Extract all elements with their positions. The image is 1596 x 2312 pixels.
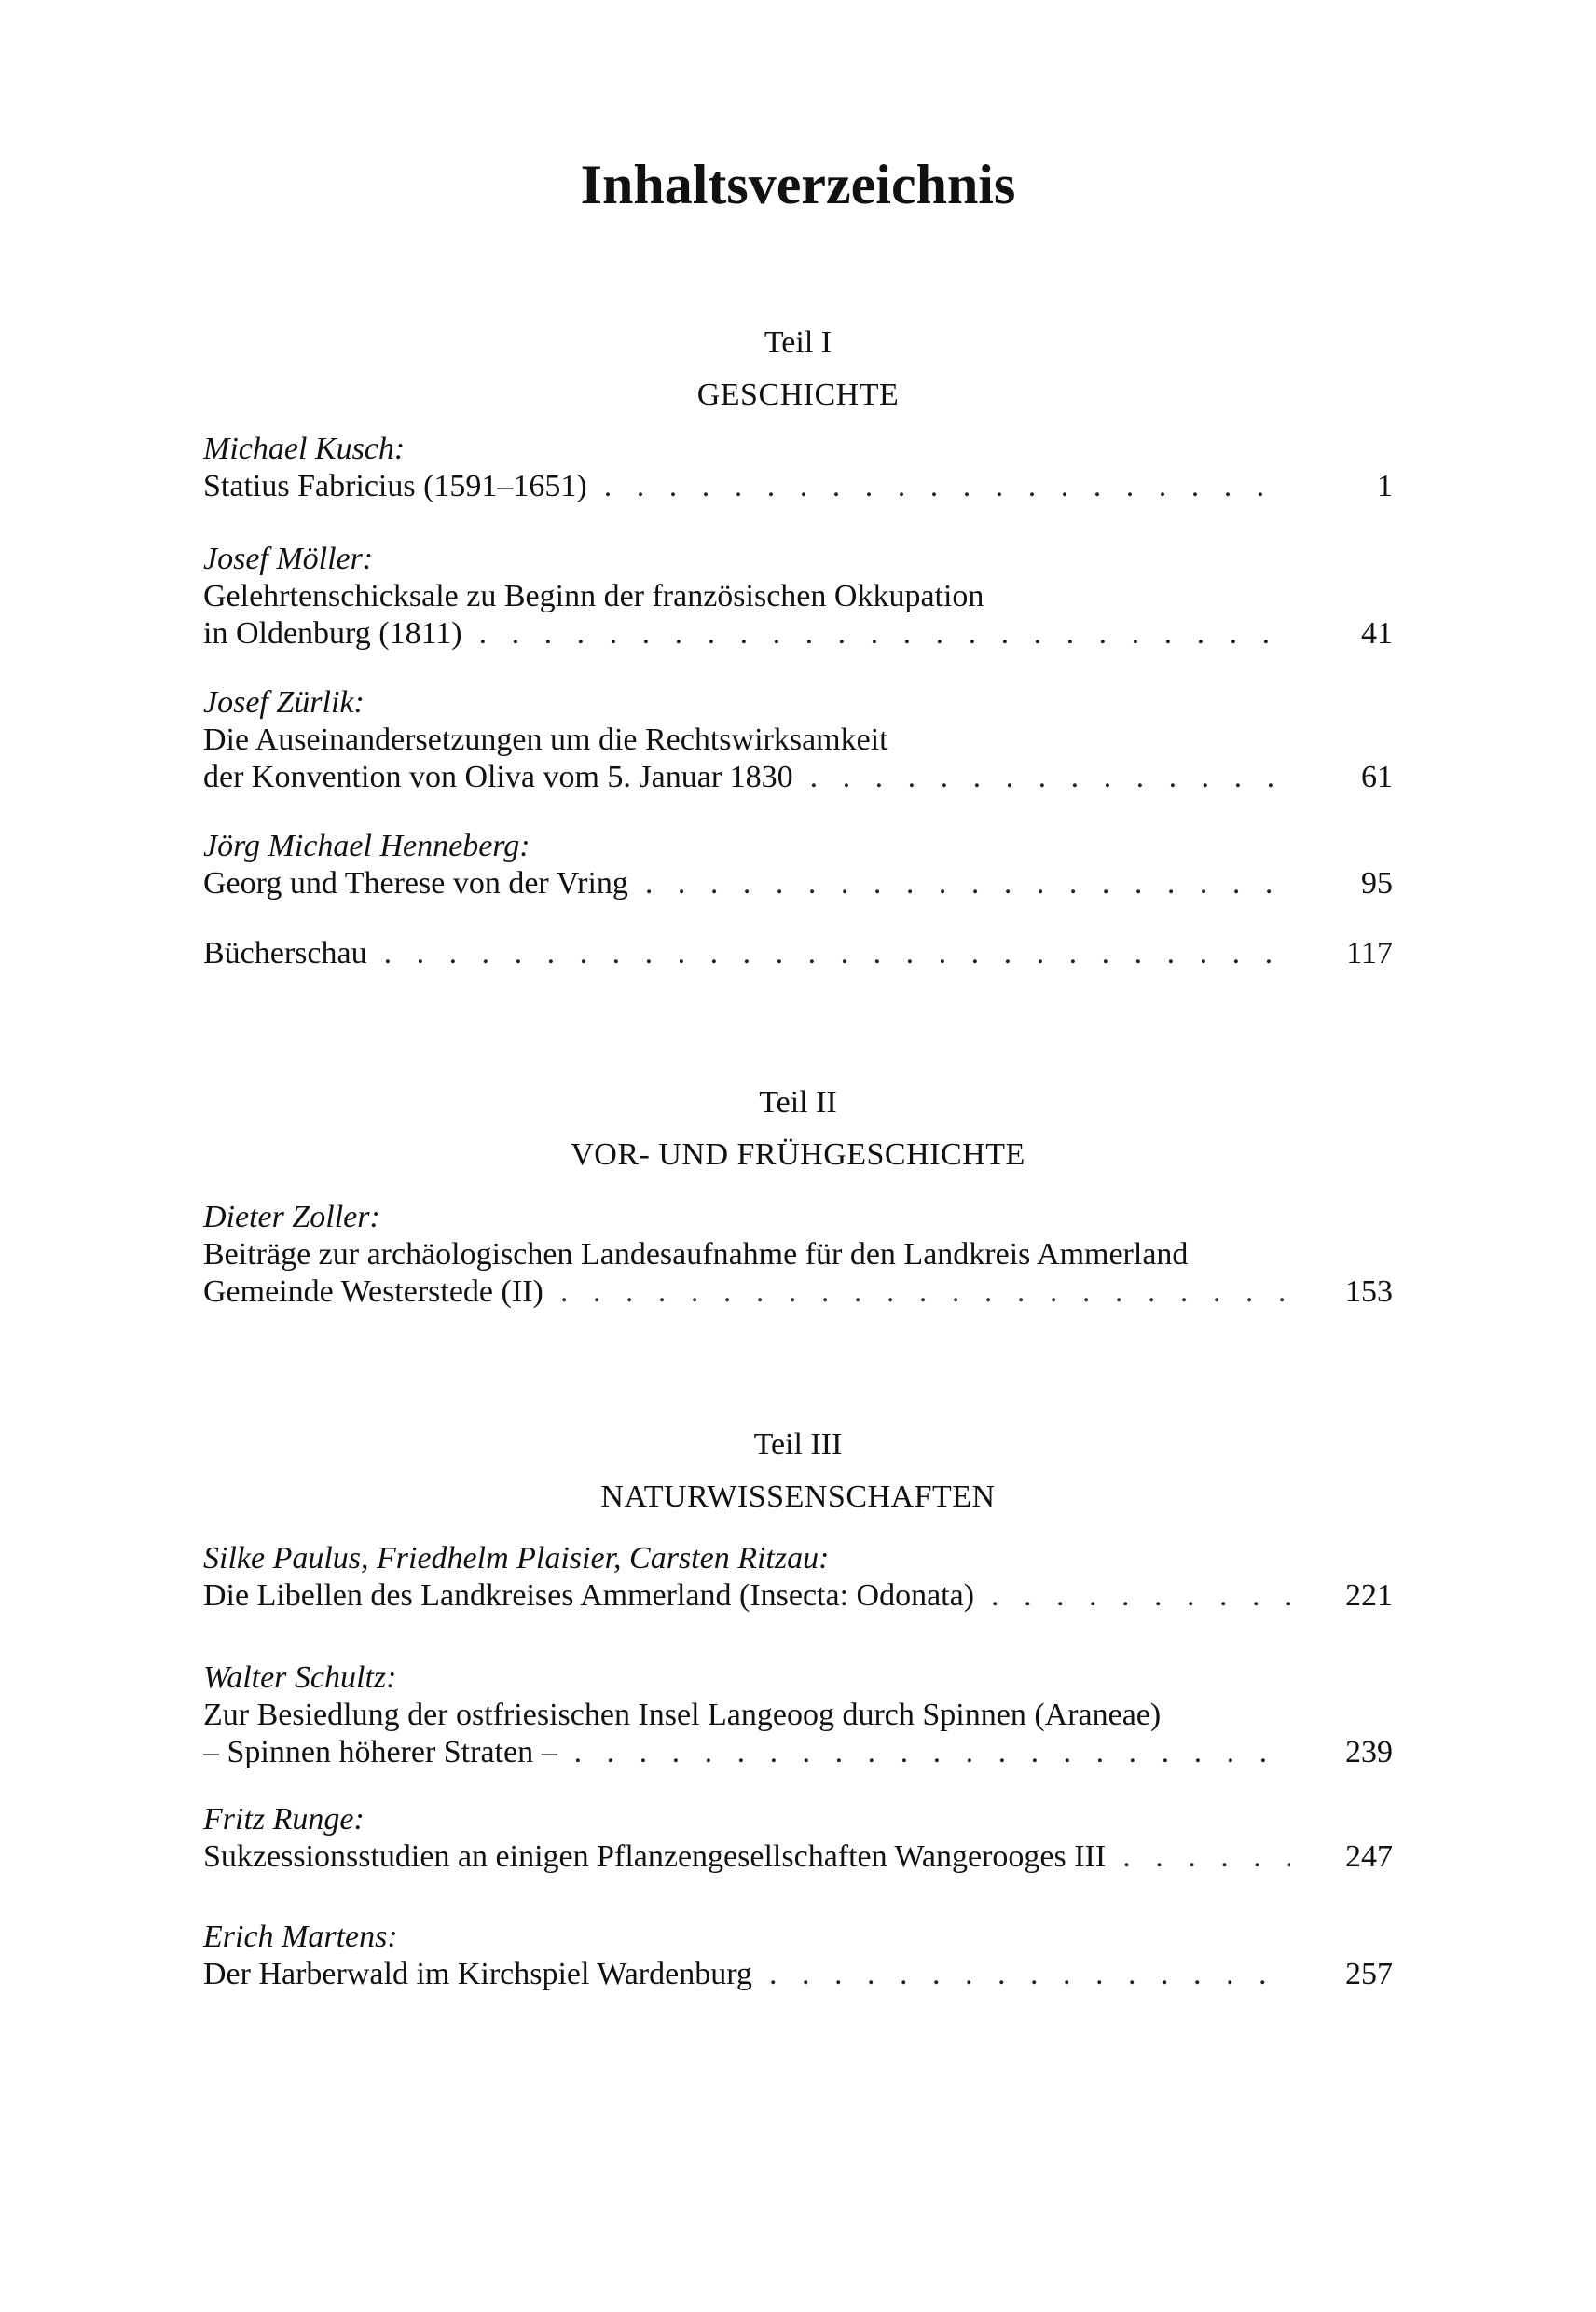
entry-page-number: 247 <box>1345 1839 1393 1874</box>
leader-dots <box>604 468 1290 505</box>
toc-entry <box>203 541 1393 653</box>
entry-page-number: 239 <box>1345 1735 1393 1769</box>
entry-title: Der Harberwald im Kirchspiel Wardenburg <box>203 1957 752 1991</box>
entry-title-line: Zur Besiedlung der ostfriesischen Insel Langeoog durch Spinnen (Araneae) <box>203 1698 1162 1732</box>
toc-entry <box>203 1801 1393 1876</box>
entry-page-number: 221 <box>1345 1578 1393 1613</box>
entry-page-number: 41 <box>1361 616 1393 651</box>
entry-title: Bücherschau <box>203 936 367 970</box>
leader-dots <box>479 615 1290 653</box>
leader-dots <box>560 1273 1290 1311</box>
entry-author: Jörg Michael Henneberg: <box>203 829 530 863</box>
toc-entry <box>203 431 1393 505</box>
page-title: Inhaltsverzeichnis <box>580 154 1016 215</box>
part-heading: GESCHICHTE <box>696 378 900 412</box>
entry-author: Walter Schultz: <box>203 1660 397 1695</box>
part-label: Teil III <box>753 1427 843 1462</box>
entry-author: Josef Möller: <box>203 542 374 576</box>
part-3-header <box>0 1426 1596 1516</box>
entry-title-line: Beiträge zur archäologischen Landesaufnahme für den Landkreis Ammerland <box>203 1237 1189 1272</box>
leader-dots <box>384 935 1290 972</box>
leader-dots <box>645 865 1290 902</box>
part-heading: VOR- UND FRÜHGESCHICHTE <box>571 1137 1025 1172</box>
toc-entry <box>203 684 1393 796</box>
leader-dots <box>574 1734 1290 1771</box>
entry-page-number: 257 <box>1345 1957 1393 1991</box>
entry-author: Josef Zürlik: <box>203 685 365 720</box>
part-label: Teil II <box>759 1085 837 1120</box>
entry-title-line: Die Auseinandersetzungen um die Rechtswirksamkeit <box>203 722 888 757</box>
entry-title: Statius Fabricius (1591–1651) <box>203 469 587 503</box>
leader-dots <box>810 759 1290 796</box>
toc-entry <box>203 935 1393 972</box>
entry-page-number: 95 <box>1361 866 1393 901</box>
entry-author: Erich Martens: <box>203 1920 398 1954</box>
part-label: Teil I <box>764 325 832 360</box>
leader-dots <box>769 1956 1290 1993</box>
entry-page-number: 61 <box>1361 760 1393 794</box>
entry-author: Michael Kusch: <box>203 432 406 466</box>
part-heading: NATURWISSENSCHAFTEN <box>600 1479 996 1514</box>
entry-title: Georg und Therese von der Vring <box>203 866 628 901</box>
toc-entry <box>203 1659 1393 1771</box>
entry-title: – Spinnen höherer Straten – <box>203 1735 557 1769</box>
toc-entry <box>203 828 1393 902</box>
toc-entry <box>203 1540 1393 1615</box>
entry-page-number: 1 <box>1377 469 1393 503</box>
part-1-header <box>0 324 1596 414</box>
entry-title: Sukzessionsstudien an einigen Pflanzengesellschaften Wangerooges III <box>203 1839 1107 1874</box>
entry-page-number: 117 <box>1346 936 1393 970</box>
entry-title: Gemeinde Westerstede (II) <box>203 1274 543 1309</box>
entry-author: Silke Paulus, Friedhelm Plaisier, Carsten Ritzau: <box>203 1541 830 1576</box>
entry-title: in Oldenburg (1811) <box>203 616 462 651</box>
entry-title: Die Libellen des Landkreises Ammerland (Insecta: Odonata) <box>203 1578 975 1613</box>
entry-title: der Konvention von Oliva vom 5. Januar 1830 <box>203 760 793 794</box>
entry-page-number: 153 <box>1345 1274 1393 1309</box>
leader-dots <box>991 1577 1290 1615</box>
entry-author: Dieter Zoller: <box>203 1200 380 1234</box>
leader-dots <box>1122 1838 1290 1876</box>
toc-entry <box>203 1919 1393 1993</box>
entry-author: Fritz Runge: <box>203 1802 365 1837</box>
entry-title-line: Gelehrtenschicksale zu Beginn der französischen Okkupation <box>203 579 984 613</box>
part-2-header <box>0 1084 1596 1174</box>
toc-entry <box>203 1199 1393 1311</box>
